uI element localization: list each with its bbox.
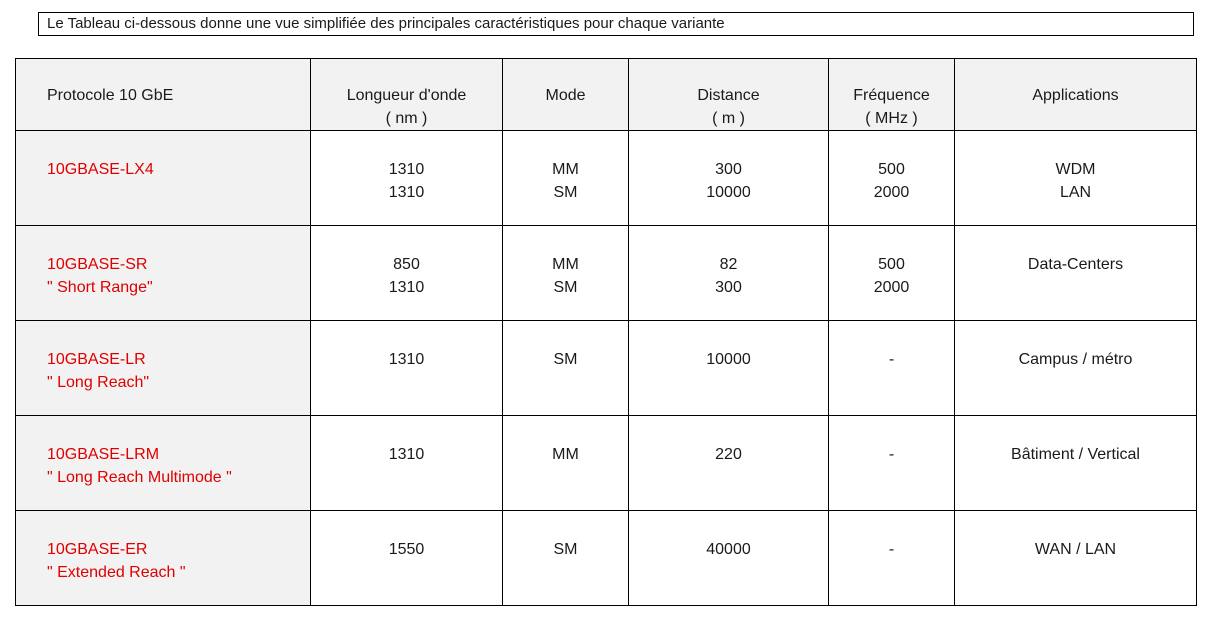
header-frequency: Fréquence ( MHz ) — [829, 59, 955, 131]
table-row — [16, 511, 1197, 606]
table-row — [16, 321, 1197, 416]
applications-cell: WAN / LAN — [955, 511, 1197, 606]
wavelength-cell: 850 1310 — [311, 226, 503, 321]
wavelength-cell: 1310 1310 — [311, 131, 503, 226]
table-row — [16, 416, 1197, 511]
protocol-cell: 10GBASE-LRM " Long Reach Multimode " — [16, 416, 311, 511]
protocol-cell: 10GBASE-SR " Short Range" — [16, 226, 311, 321]
protocol-cell: 10GBASE-ER " Extended Reach " — [16, 511, 311, 606]
frequency-cell: - — [829, 511, 955, 606]
header-row — [16, 59, 1197, 131]
mode-cell: MM — [503, 416, 629, 511]
mode-cell: SM — [503, 511, 629, 606]
applications-cell: WDM LAN — [955, 131, 1197, 226]
distance-cell: 40000 — [629, 511, 829, 606]
protocol-table — [15, 58, 1197, 606]
distance-cell: 300 10000 — [629, 131, 829, 226]
frequency-cell: 500 2000 — [829, 226, 955, 321]
mode-cell: SM — [503, 321, 629, 416]
header-wavelength: Longueur d'onde ( nm ) — [311, 59, 503, 131]
applications-cell: Bâtiment / Vertical — [955, 416, 1197, 511]
mode-cell: MM SM — [503, 131, 629, 226]
distance-cell: 220 — [629, 416, 829, 511]
distance-cell: 82 300 — [629, 226, 829, 321]
applications-cell: Data-Centers — [955, 226, 1197, 321]
protocol-cell: 10GBASE-LX4 — [16, 131, 311, 226]
table-caption: Le Tableau ci-dessous donne une vue simplifiée des principales caractéristiques pour chaque variante — [38, 12, 1194, 36]
mode-cell: MM SM — [503, 226, 629, 321]
distance-cell: 10000 — [629, 321, 829, 416]
applications-cell: Campus / métro — [955, 321, 1197, 416]
header-distance: Distance ( m ) — [629, 59, 829, 131]
table-row — [16, 226, 1197, 321]
wavelength-cell: 1310 — [311, 416, 503, 511]
protocol-cell: 10GBASE-LR " Long Reach" — [16, 321, 311, 416]
wavelength-cell: 1550 — [311, 511, 503, 606]
header-protocol: Protocole 10 GbE — [16, 59, 311, 131]
header-mode: Mode — [503, 59, 629, 131]
header-applications: Applications — [955, 59, 1197, 131]
frequency-cell: - — [829, 321, 955, 416]
wavelength-cell: 1310 — [311, 321, 503, 416]
frequency-cell: - — [829, 416, 955, 511]
frequency-cell: 500 2000 — [829, 131, 955, 226]
table-row — [16, 131, 1197, 226]
